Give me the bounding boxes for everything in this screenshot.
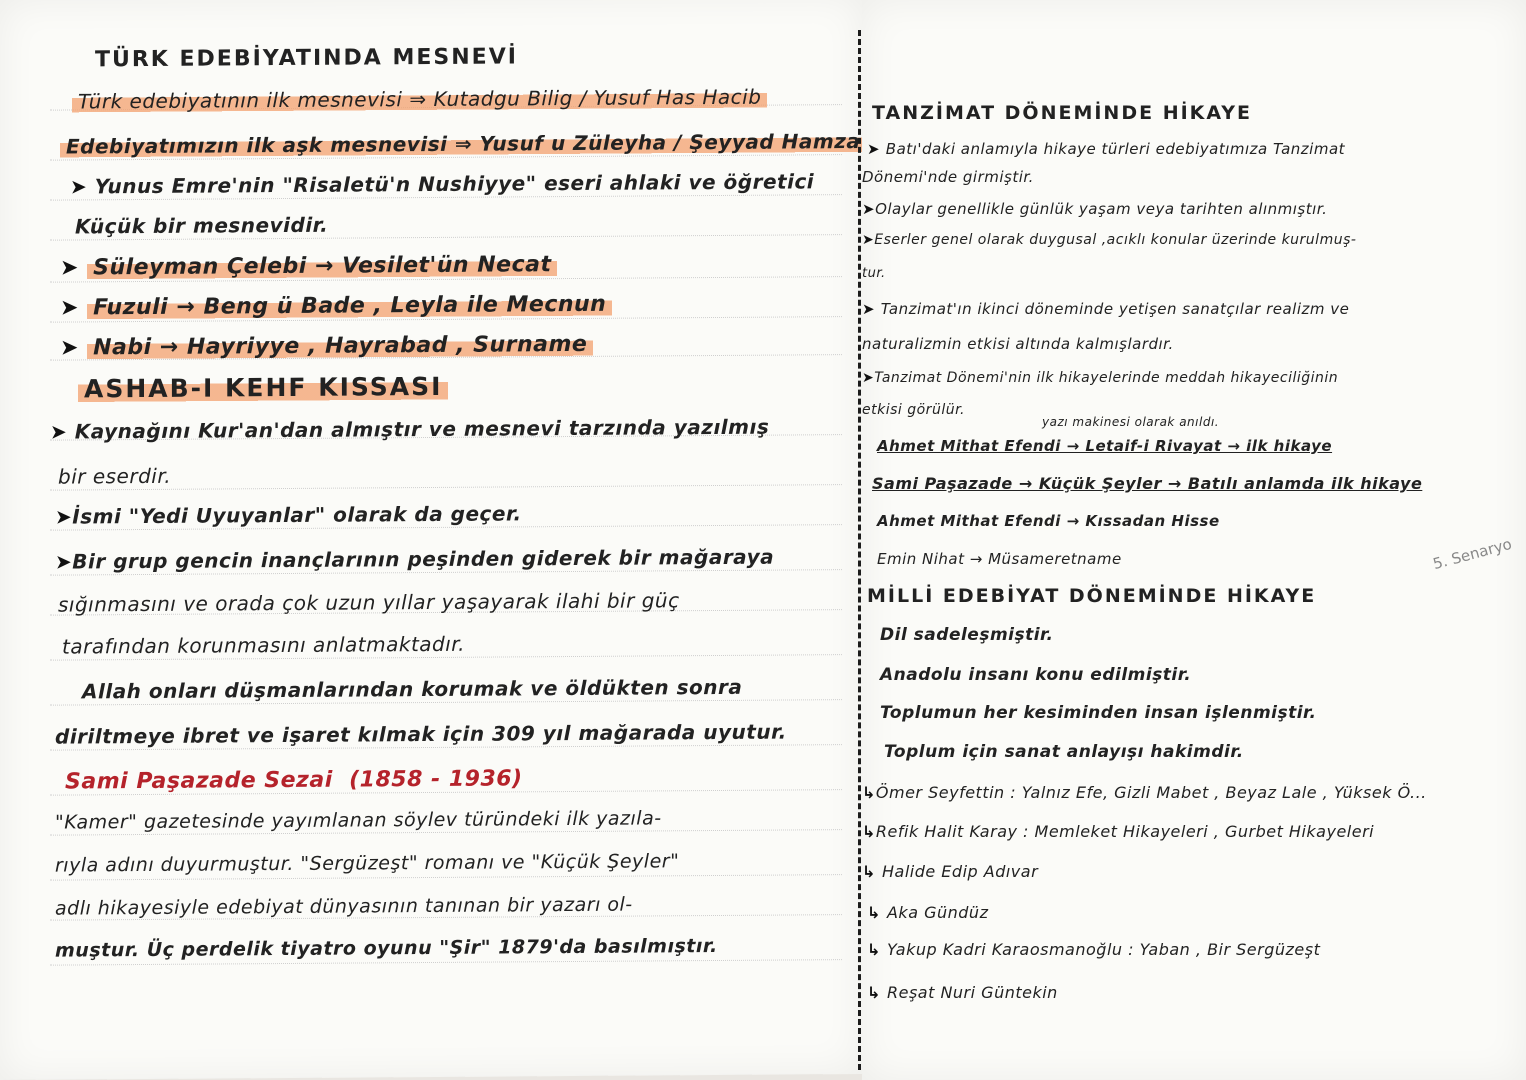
paragraph-line: muştur. Üç perdelik tiyatro oyunu "Şir" 1879'da basılmıştır.	[55, 934, 718, 962]
note-line: etkisi görülür.	[862, 402, 965, 418]
paragraph-line: sığınmasını ve orada çok uzun yıllar yaşayarak ilahi bir güç	[58, 588, 680, 617]
sami-line: Sami Paşazade → Küçük Şeyler → Batılı anlamda ilk hikaye	[872, 474, 1423, 493]
note-line: ➤ Süleyman Çelebi → Vesilet'ün Necat	[60, 252, 557, 280]
ahmet-mithat-line: Ahmet Mithat Efendi → Letaif-i Rivayat → ilk hikaye	[877, 437, 1333, 455]
hook-arrow-icon: ↳	[862, 822, 876, 841]
arrow-bullet-icon: ➤	[55, 549, 73, 574]
milli-title: MİLLİ EDEBİYAT DÖNEMİNDE HİKAYE	[867, 585, 1317, 607]
ashab-heading: ASHAB-I KEHF KISSASI	[78, 372, 448, 404]
note-line: naturalizmin etkisi altında kalmışlardır.	[862, 335, 1174, 353]
paragraph-line: tarafından korunmasını anlatmaktadır.	[62, 631, 466, 659]
author-line: ↳ Reşat Nuri Güntekin	[867, 983, 1058, 1002]
hook-arrow-icon: ↳	[867, 940, 887, 959]
note-line: Dönemi'nde girmiştir.	[862, 168, 1034, 186]
paragraph-line: "Kamer" gazetesinde yayımlanan söylev türündeki ilk yazıla-	[55, 807, 662, 834]
arrow-bullet-icon: ➤	[70, 174, 95, 199]
arrow-bullet-icon: ➤	[55, 504, 73, 529]
author-line: ↳ Yakup Kadri Karaosmanoğlu : Yaban , Bir Sergüzeşt	[867, 940, 1321, 959]
hook-arrow-icon: ↳	[867, 903, 887, 922]
arrow-bullet-icon: ➤	[862, 300, 881, 318]
note-line: Edebiyatımızın ilk aşk mesnevisi ⇒ Yusuf u Züleyha / Şeyyad Hamza	[60, 129, 862, 159]
margin-note: 5. Senaryo	[1431, 534, 1514, 574]
hook-arrow-icon: ↳	[862, 783, 876, 802]
note-line: Dil sadeleşmiştir.	[880, 625, 1054, 645]
paragraph-line: Allah onları düşmanlarından korumak ve öldükten sonra	[82, 674, 743, 704]
note-line: ➤ Yunus Emre'nin "Risaletü'n Nushiyye" eseri ahlaki ve öğretici	[70, 169, 815, 199]
paragraph-line: ➤ Kaynağını Kur'an'dan almıştır ve mesnevi tarzında yazılmış	[50, 414, 770, 444]
arrow-bullet-icon: ➤	[60, 255, 88, 281]
note-line: ➤ Nabi → Hayriyye , Hayrabad , Surname	[60, 332, 593, 361]
arrow-bullet-icon: ➤	[862, 232, 875, 248]
note-line: Toplumun her kesiminden insan işlenmiştir.	[880, 703, 1317, 723]
arrow-bullet-icon: ➤	[60, 335, 88, 361]
author-line: ↳ Aka Gündüz	[867, 903, 989, 922]
paragraph-line: rıyla adını duyurmuştur. "Sergüzeşt" romanı ve "Küçük Şeyler"	[55, 850, 680, 877]
arrow-bullet-icon: ➤	[60, 295, 88, 321]
arrow-bullet-icon: ➤	[50, 419, 75, 444]
paragraph-line: bir eserdir.	[58, 463, 172, 489]
author-line: ↳Ömer Seyfettin : Yalnız Efe, Gizli Mabet , Beyaz Lale , Yüksek Ö...	[862, 783, 1427, 802]
note-line: Toplum için sanat anlayışı hakimdir.	[884, 742, 1244, 762]
paragraph-line: adlı hikayesiyle edebiyat dünyasının tanınan bir yazarı ol-	[55, 893, 633, 920]
tanzimat-title: TANZİMAT DÖNEMİNDE HİKAYE	[872, 102, 1253, 124]
note-line: ➤ Tanzimat'ın ikinci döneminde yetişen sanatçılar realizm ve	[862, 300, 1350, 318]
note-line: ➤Tanzimat Dönemi'nin ilk hikayelerinde meddah hikayeciliğinin	[862, 370, 1339, 386]
note-line: ➤ Fuzuli → Beng ü Bade , Leyla ile Mecnun	[60, 292, 612, 321]
note-line: Anadolu insanı konu edilmiştir.	[880, 665, 1192, 685]
note-line: Küçük bir mesnevidir.	[75, 212, 329, 239]
author-line: ↳Refik Halit Karay : Memleket Hikayeleri , Gurbet Hikayeleri	[862, 822, 1375, 841]
note-line: Emin Nihat → Müsameretname	[877, 550, 1122, 568]
note-line: ➤Olaylar genellikle günlük yaşam veya tarihten alınmıştır.	[862, 200, 1328, 218]
note-line: Ahmet Mithat Efendi → Kıssadan Hisse	[877, 512, 1220, 530]
hook-arrow-icon: ↳	[867, 983, 887, 1002]
note-line: Türk edebiyatının ilk mesnevisi ⇒ Kutadgu Bilig / Yusuf Has Hacib	[72, 85, 767, 114]
paragraph-line: ➤Bir grup gencin inançlarının peşinden giderek bir mağaraya	[55, 544, 775, 574]
hook-arrow-icon: ↳	[862, 862, 882, 881]
notebook-spine	[858, 30, 861, 1070]
arrow-bullet-icon: ➤	[867, 140, 886, 158]
author-line: ↳ Halide Edip Adıvar	[862, 862, 1039, 881]
arrow-bullet-icon: ➤	[862, 370, 875, 386]
paragraph-line: diriltmeye ibret ve işaret kılmak için 309 yıl mağarada uyutur.	[55, 719, 787, 749]
right-notebook-page	[862, 0, 1526, 1080]
mesnevi-title: TÜRK EDEBİYATINDA MESNEVİ	[95, 44, 518, 73]
paragraph-line: ➤İsmi "Yedi Uyuyanlar" olarak da geçer.	[55, 501, 522, 529]
note-line: ➤ Batı'daki anlamıyla hikaye türleri edebiyatımıza Tanzimat	[867, 140, 1346, 158]
note-line: tur.	[862, 266, 886, 281]
arrow-bullet-icon: ➤	[862, 200, 876, 218]
sami-heading: Sami Paşazade Sezai (1858 - 1936)	[65, 766, 523, 795]
note-line: ➤Eserler genel olarak duygusal ,acıklı konular üzerinde kurulmuş-	[862, 232, 1357, 248]
small-note: yazı makinesi olarak anıldı.	[1042, 415, 1220, 429]
